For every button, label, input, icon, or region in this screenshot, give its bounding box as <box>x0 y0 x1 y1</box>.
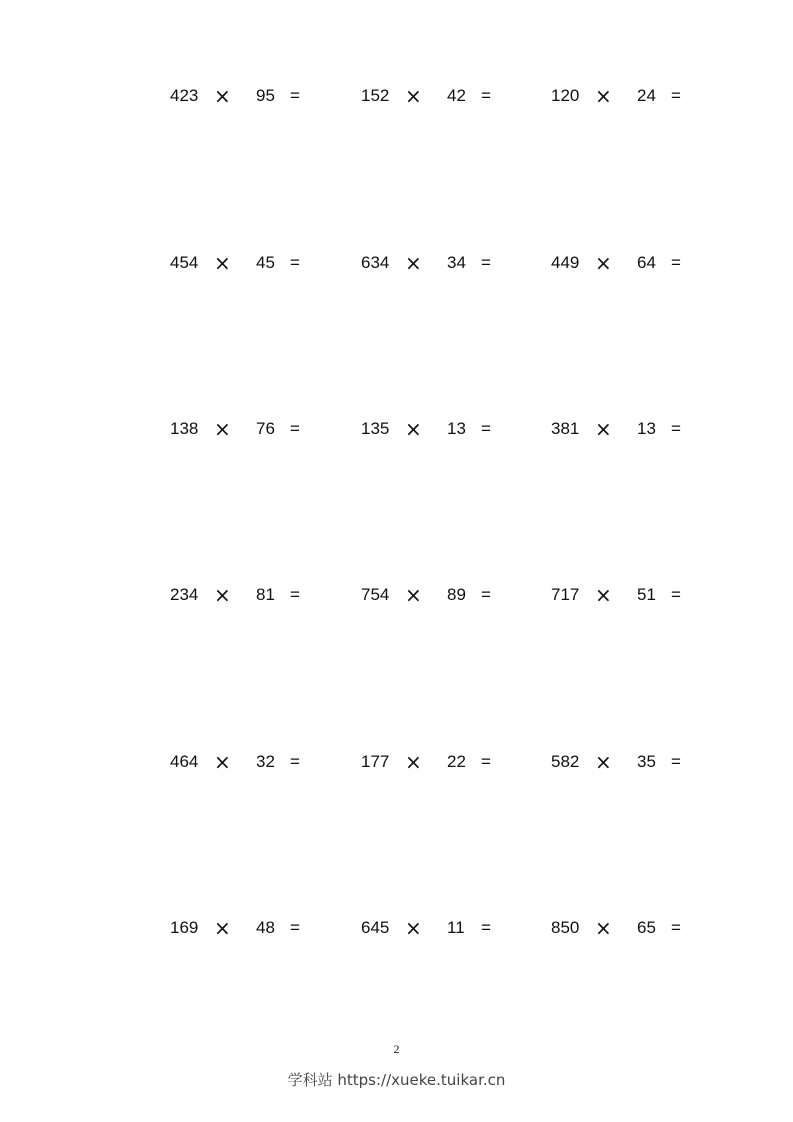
multiplier: 24 <box>637 86 656 105</box>
times-sign: × <box>405 251 422 275</box>
multiplicand: 423 <box>170 86 199 105</box>
multiplier: 65 <box>637 918 656 937</box>
multiplicand: 449 <box>551 253 580 272</box>
equals-sign: = <box>481 918 491 937</box>
equals-sign: = <box>481 585 491 604</box>
multiplier: 13 <box>447 419 466 438</box>
multiplicand: 850 <box>551 918 580 937</box>
multiplicand: 120 <box>551 86 580 105</box>
equals-sign: = <box>290 86 300 105</box>
problem <box>170 84 330 108</box>
equals-sign: = <box>290 253 300 272</box>
problem <box>361 750 521 774</box>
multiplicand: 645 <box>361 918 390 937</box>
problem-row <box>0 916 793 940</box>
page-number: 2 <box>393 1042 400 1056</box>
times-sign: × <box>595 916 612 940</box>
multiplier: 45 <box>256 253 275 272</box>
problem-row <box>0 583 793 607</box>
times-sign: × <box>214 251 231 275</box>
problem <box>551 583 711 607</box>
problem-row <box>0 750 793 774</box>
multiplier: 89 <box>447 585 466 604</box>
problem <box>170 750 330 774</box>
equals-sign: = <box>481 86 491 105</box>
problem <box>170 251 330 275</box>
times-sign: × <box>405 583 422 607</box>
problem <box>361 583 521 607</box>
times-sign: × <box>595 84 612 108</box>
multiplicand: 582 <box>551 752 580 771</box>
problem <box>551 84 711 108</box>
problem <box>551 750 711 774</box>
multiplier: 51 <box>637 585 656 604</box>
problem-row <box>0 84 793 108</box>
multiplier: 32 <box>256 752 275 771</box>
multiplicand: 754 <box>361 585 390 604</box>
equals-sign: = <box>671 253 681 272</box>
times-sign: × <box>214 84 231 108</box>
multiplicand: 717 <box>551 585 580 604</box>
multiplicand: 135 <box>361 419 390 438</box>
multiplier: 64 <box>637 253 656 272</box>
multiplier: 35 <box>637 752 656 771</box>
problem <box>551 251 711 275</box>
equals-sign: = <box>671 419 681 438</box>
equals-sign: = <box>671 585 681 604</box>
times-sign: × <box>405 750 422 774</box>
equals-sign: = <box>671 918 681 937</box>
equals-sign: = <box>481 253 491 272</box>
times-sign: × <box>595 750 612 774</box>
footer-watermark: 学科站 https://xueke.tuikar.cn <box>287 1071 506 1089</box>
multiplier: 11 <box>447 918 465 937</box>
problem <box>361 251 521 275</box>
problem <box>361 417 521 441</box>
equals-sign: = <box>481 752 491 771</box>
times-sign: × <box>214 417 231 441</box>
problem <box>551 417 711 441</box>
equals-sign: = <box>671 86 681 105</box>
equals-sign: = <box>290 419 300 438</box>
times-sign: × <box>595 583 612 607</box>
multiplier: 22 <box>447 752 466 771</box>
multiplicand: 234 <box>170 585 199 604</box>
times-sign: × <box>214 916 231 940</box>
times-sign: × <box>405 84 422 108</box>
times-sign: × <box>214 583 231 607</box>
problem <box>361 84 521 108</box>
times-sign: × <box>595 251 612 275</box>
multiplier: 48 <box>256 918 275 937</box>
problem-row <box>0 251 793 275</box>
problem <box>170 583 330 607</box>
problem <box>170 417 330 441</box>
multiplicand: 464 <box>170 752 199 771</box>
problem <box>551 916 711 940</box>
multiplicand: 138 <box>170 419 199 438</box>
problem-row <box>0 417 793 441</box>
problem <box>361 916 521 940</box>
times-sign: × <box>405 916 422 940</box>
multiplicand: 152 <box>361 86 390 105</box>
equals-sign: = <box>290 918 300 937</box>
multiplicand: 381 <box>551 419 580 438</box>
times-sign: × <box>595 417 612 441</box>
multiplicand: 634 <box>361 253 390 272</box>
times-sign: × <box>405 417 422 441</box>
multiplier: 13 <box>637 419 656 438</box>
multiplicand: 454 <box>170 253 199 272</box>
multiplier: 95 <box>256 86 275 105</box>
multiplicand: 169 <box>170 918 199 937</box>
equals-sign: = <box>290 752 300 771</box>
problem <box>170 916 330 940</box>
multiplier: 34 <box>447 253 466 272</box>
multiplicand: 177 <box>361 752 390 771</box>
equals-sign: = <box>671 752 681 771</box>
equals-sign: = <box>481 419 491 438</box>
multiplier: 42 <box>447 86 466 105</box>
multiplier: 81 <box>256 585 275 604</box>
multiplier: 76 <box>256 419 275 438</box>
times-sign: × <box>214 750 231 774</box>
equals-sign: = <box>290 585 300 604</box>
